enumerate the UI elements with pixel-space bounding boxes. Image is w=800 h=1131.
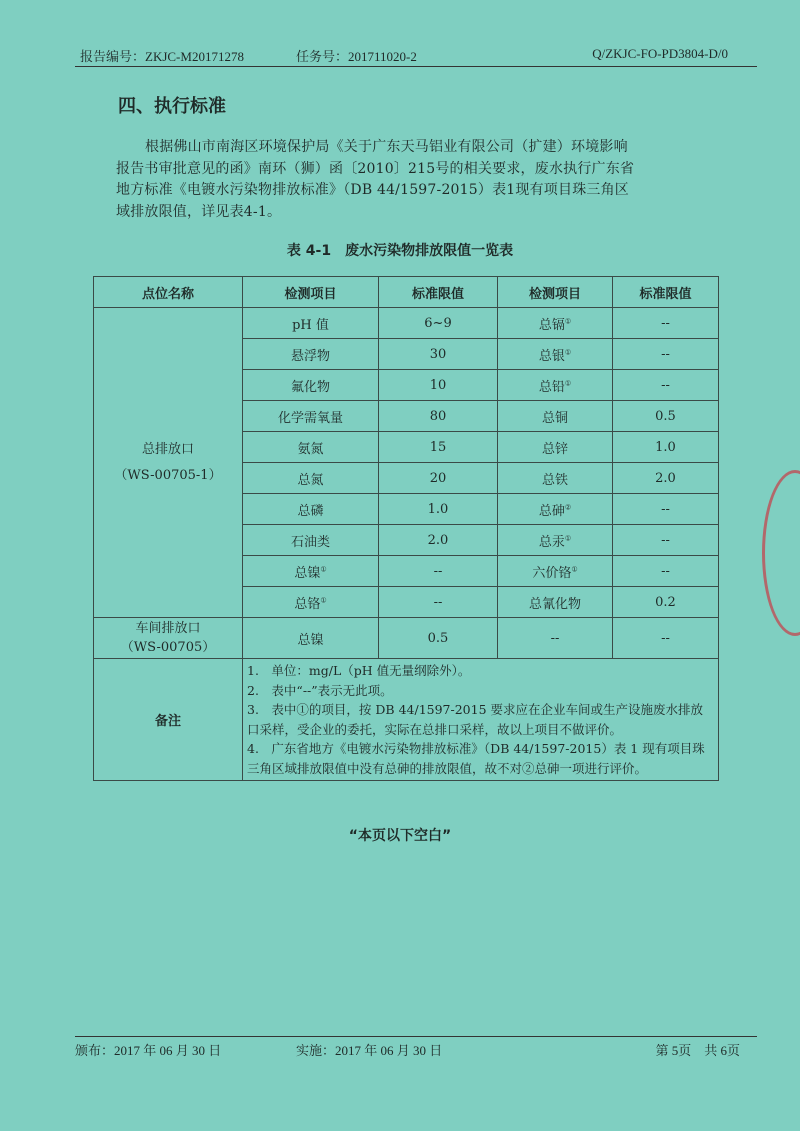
cell-text: 总银 xyxy=(538,348,565,364)
footer-divider xyxy=(75,1036,757,1037)
item-cell xyxy=(498,339,613,370)
limit-cell xyxy=(379,494,498,525)
item-cell xyxy=(243,308,379,339)
cell-text: 0.5 xyxy=(427,630,449,646)
cell-text: 总镍 xyxy=(297,632,324,648)
item-cell xyxy=(243,339,379,370)
item-cell xyxy=(498,494,613,525)
limits-table xyxy=(93,276,719,781)
form-code: Q/ZKJC-FO-PD3804-D/0 xyxy=(592,46,728,61)
item-cell xyxy=(498,308,613,339)
cell-text: 总汞 xyxy=(538,534,565,550)
cell-text: 0.2 xyxy=(655,594,676,610)
seal-stamp xyxy=(762,470,800,636)
cell-text: -- xyxy=(661,532,670,548)
cell-text: 化学需氧量 xyxy=(277,410,343,426)
limit-cell xyxy=(613,494,719,525)
effective-date: 实施：2017 年 06 月 30 日 xyxy=(296,1043,443,1058)
cell-text: -- xyxy=(550,630,560,646)
item-cell xyxy=(498,587,613,618)
cell-text: 80 xyxy=(429,408,447,424)
note-item: 1. 单位：mg/L（pH 值无量纲除外）。 xyxy=(247,663,471,678)
cell-text: pH 值 xyxy=(292,317,329,333)
outlet-name: 车间排放口 xyxy=(135,621,201,636)
limit-cell xyxy=(613,556,719,587)
footnote-marker: ① xyxy=(320,596,327,605)
cell-text: 0.5 xyxy=(655,408,676,424)
limit-cell xyxy=(379,432,498,463)
table-row xyxy=(94,308,719,339)
task-number: 任务号：201711020-2 xyxy=(296,49,417,64)
cell-text: 总铅 xyxy=(538,379,565,395)
item-cell xyxy=(498,463,613,494)
outlet-code: （WS-00705-1） xyxy=(114,467,222,483)
limit-cell xyxy=(379,556,498,587)
limit-cell xyxy=(613,339,719,370)
item-cell xyxy=(498,432,613,463)
limit-cell xyxy=(613,463,719,494)
col-header: 标准限值 xyxy=(379,277,498,308)
cell-text: 15 xyxy=(429,439,447,455)
outlet-workshop-cell xyxy=(94,618,243,659)
col-header: 点位名称 xyxy=(94,277,243,308)
outlet-code: （WS-00705） xyxy=(120,640,216,655)
outlet-main-cell xyxy=(94,308,243,618)
note-item: 2. 表中“--”表示无此项。 xyxy=(247,682,393,698)
cell-text: 氨氮 xyxy=(297,441,324,457)
footnote-marker: ① xyxy=(564,534,572,543)
item-cell xyxy=(243,432,379,463)
cell-text: 总铁 xyxy=(541,472,568,488)
notes-label: 备注 xyxy=(94,659,243,781)
cell-text: 1.0 xyxy=(427,501,449,517)
table-row xyxy=(94,618,719,659)
cell-text: 石油类 xyxy=(290,534,330,550)
cell-text: 10 xyxy=(429,377,447,393)
intro-paragraph: 根据佛山市南海区环境保护局《关于广东天马铝业有限公司（扩建）环境影响报告书审批意见的函》南环（狮）函〔2010〕215号的相关要求，废水执行广东省地方标准《电镀水污染物排放标准》（DB 44/1597-2015）表1现有项目珠三角区域排放限值，详见表4-1。 xyxy=(116,139,635,220)
limit-cell xyxy=(379,339,498,370)
blank-page-note: “本页以下空白” xyxy=(348,828,452,844)
cell-text: 2.0 xyxy=(427,532,449,548)
item-cell xyxy=(498,618,613,659)
cell-text: -- xyxy=(661,315,670,331)
footnote-marker: ② xyxy=(564,503,572,512)
page-number: 第 5页 共 6页 xyxy=(655,1043,740,1058)
footnote-marker: ① xyxy=(564,348,572,357)
cell-text: 总铜 xyxy=(541,410,568,426)
cell-text: 总镍 xyxy=(294,565,321,581)
section-title: 四、执行标准 xyxy=(118,96,226,117)
cell-text: -- xyxy=(661,630,670,646)
cell-text: -- xyxy=(661,346,670,362)
cell-text: 六价铬 xyxy=(532,565,572,581)
note-item: 4. 广东省地方《电镀水污染物排放标准》（DB 44/1597-2015）表 1 现有项目珠三角区域排放限值中没有总砷的排放限值，故不对②总砷一项进行评价。 xyxy=(247,741,705,776)
footnote-marker: ① xyxy=(564,317,572,326)
col-header: 标准限值 xyxy=(613,277,719,308)
outlet-name: 总排放口 xyxy=(141,441,194,457)
limit-cell xyxy=(613,401,719,432)
item-cell xyxy=(243,618,379,659)
cell-text: -- xyxy=(661,563,670,579)
item-cell xyxy=(243,587,379,618)
col-header: 检测项目 xyxy=(243,277,379,308)
item-cell xyxy=(243,556,379,587)
table-caption: 表 4-1 废水污染物排放限值一览表 xyxy=(286,243,514,259)
limit-cell xyxy=(379,401,498,432)
cell-text: 总锌 xyxy=(541,441,568,457)
limit-cell xyxy=(379,587,498,618)
item-cell xyxy=(243,401,379,432)
item-cell xyxy=(243,525,379,556)
col-header: 检测项目 xyxy=(498,277,613,308)
issue-date: 颁布：2017 年 06 月 30 日 xyxy=(75,1043,222,1058)
limit-cell xyxy=(613,587,719,618)
footnote-marker: ① xyxy=(320,565,327,574)
cell-text: -- xyxy=(661,501,670,517)
footnote-marker: ① xyxy=(564,379,572,388)
cell-text: 总镉 xyxy=(538,317,565,333)
item-cell xyxy=(498,370,613,401)
item-cell xyxy=(498,401,613,432)
limit-cell xyxy=(379,618,498,659)
item-cell xyxy=(498,525,613,556)
cell-text: 总氮 xyxy=(297,472,324,488)
notes-row xyxy=(94,659,719,781)
cell-text: -- xyxy=(661,377,670,393)
limit-cell xyxy=(613,618,719,659)
item-cell xyxy=(243,370,379,401)
limit-cell xyxy=(613,525,719,556)
table-header-row xyxy=(94,277,719,308)
limit-cell xyxy=(379,308,498,339)
report-number: 报告编号：ZKJC-M20171278 xyxy=(80,49,244,64)
cell-text: 20 xyxy=(429,470,447,486)
cell-text: 总磷 xyxy=(297,503,324,519)
cell-text: 1.0 xyxy=(655,439,676,455)
limit-cell xyxy=(379,370,498,401)
limit-cell xyxy=(613,308,719,339)
cell-text: 悬浮物 xyxy=(290,348,330,364)
cell-text: 总铬 xyxy=(294,596,321,612)
cell-text: 6~9 xyxy=(424,315,452,331)
header-divider xyxy=(75,66,757,67)
notes-cell xyxy=(243,659,719,781)
cell-text: 2.0 xyxy=(655,470,676,486)
note-item: 3. 表中①的项目，按 DB 44/1597-2015 要求应在企业车间或生产设施废水排放口采样，受企业的委托，实际在总排口采样，故以上项目不做评价。 xyxy=(247,702,704,737)
cell-text: 30 xyxy=(429,346,447,362)
item-cell xyxy=(243,494,379,525)
footnote-marker: ① xyxy=(571,565,578,574)
item-cell xyxy=(243,463,379,494)
limit-cell xyxy=(379,463,498,494)
cell-text: 氟化物 xyxy=(290,379,330,395)
cell-text: -- xyxy=(433,563,443,579)
limit-cell xyxy=(379,525,498,556)
cell-text: -- xyxy=(433,594,443,610)
cell-text: 总氰化物 xyxy=(528,596,581,612)
cell-text: 总砷 xyxy=(538,503,565,519)
item-cell xyxy=(498,556,613,587)
limit-cell xyxy=(613,370,719,401)
limit-cell xyxy=(613,432,719,463)
